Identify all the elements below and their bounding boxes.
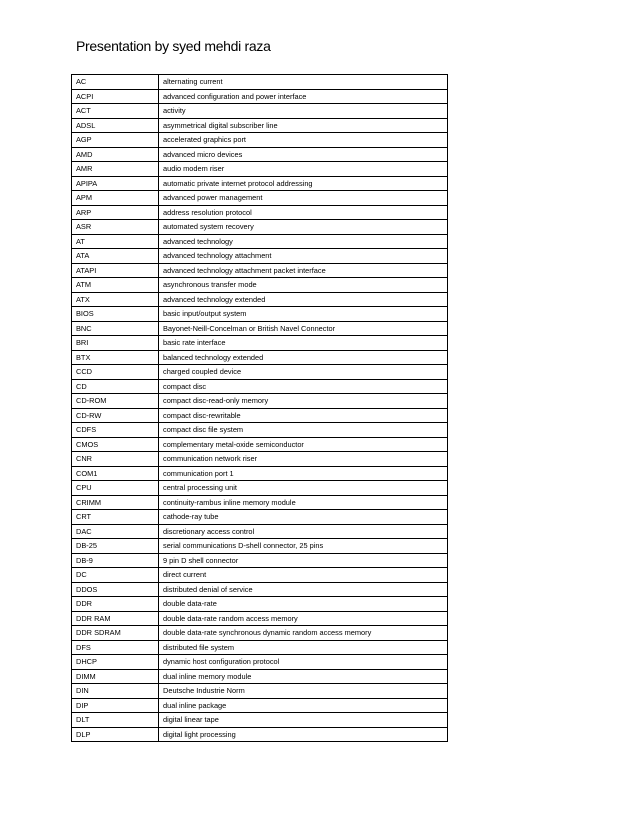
meaning-cell: digital linear tape bbox=[159, 713, 448, 728]
abbreviation-cell: BIOS bbox=[72, 307, 159, 322]
table-row bbox=[72, 75, 448, 90]
abbreviation-cell: BNC bbox=[72, 321, 159, 336]
table-row bbox=[72, 481, 448, 496]
abbreviation-cell: DB-9 bbox=[72, 553, 159, 568]
table-row bbox=[72, 611, 448, 626]
abbreviation-cell: DIMM bbox=[72, 669, 159, 684]
meaning-cell: accelerated graphics port bbox=[159, 133, 448, 148]
abbreviation-cell: DDOS bbox=[72, 582, 159, 597]
table-row bbox=[72, 727, 448, 742]
abbreviation-cell: CD bbox=[72, 379, 159, 394]
meaning-cell: 9 pin D shell connector bbox=[159, 553, 448, 568]
meaning-cell: Deutsche Industrie Norm bbox=[159, 684, 448, 699]
meaning-cell: address resolution protocol bbox=[159, 205, 448, 220]
table-row bbox=[72, 524, 448, 539]
table-row bbox=[72, 437, 448, 452]
table-row bbox=[72, 336, 448, 351]
table-row bbox=[72, 597, 448, 612]
abbreviation-cell: ASR bbox=[72, 220, 159, 235]
meaning-cell: balanced technology extended bbox=[159, 350, 448, 365]
meaning-cell: double data-rate synchronous dynamic random access memory bbox=[159, 626, 448, 641]
meaning-cell: direct current bbox=[159, 568, 448, 583]
abbreviation-cell: CMOS bbox=[72, 437, 159, 452]
table-row bbox=[72, 640, 448, 655]
abbreviation-cell: DIN bbox=[72, 684, 159, 699]
abbreviation-cell: DIP bbox=[72, 698, 159, 713]
abbreviation-cell: DC bbox=[72, 568, 159, 583]
meaning-cell: audio modem riser bbox=[159, 162, 448, 177]
meaning-cell: compact disc-rewritable bbox=[159, 408, 448, 423]
abbreviation-cell: ACT bbox=[72, 104, 159, 119]
meaning-cell: communication port 1 bbox=[159, 466, 448, 481]
table-row bbox=[72, 89, 448, 104]
abbreviation-cell: DHCP bbox=[72, 655, 159, 670]
abbreviation-cell: CPU bbox=[72, 481, 159, 496]
meaning-cell: digital light processing bbox=[159, 727, 448, 742]
meaning-cell: advanced technology attachment packet interface bbox=[159, 263, 448, 278]
meaning-cell: advanced technology extended bbox=[159, 292, 448, 307]
table-row bbox=[72, 176, 448, 191]
table-row bbox=[72, 553, 448, 568]
abbreviation-cell: CRIMM bbox=[72, 495, 159, 510]
table-row bbox=[72, 568, 448, 583]
abbreviation-cell: DLP bbox=[72, 727, 159, 742]
meaning-cell: double data-rate random access memory bbox=[159, 611, 448, 626]
abbreviation-cell: ATM bbox=[72, 278, 159, 293]
abbreviation-cell: CCD bbox=[72, 365, 159, 380]
meaning-cell: serial communications D-shell connector, 25 pins bbox=[159, 539, 448, 554]
meaning-cell: dual inline package bbox=[159, 698, 448, 713]
abbreviation-cell: BTX bbox=[72, 350, 159, 365]
abbreviation-cell: AMD bbox=[72, 147, 159, 162]
table-row bbox=[72, 669, 448, 684]
abbreviation-cell: ATX bbox=[72, 292, 159, 307]
table-row bbox=[72, 539, 448, 554]
table-row bbox=[72, 147, 448, 162]
table-row bbox=[72, 162, 448, 177]
meaning-cell: complementary metal-oxide semiconductor bbox=[159, 437, 448, 452]
abbreviation-cell: APM bbox=[72, 191, 159, 206]
table-row bbox=[72, 307, 448, 322]
meaning-cell: automatic private internet protocol addressing bbox=[159, 176, 448, 191]
table-row bbox=[72, 408, 448, 423]
table-row bbox=[72, 713, 448, 728]
table-row bbox=[72, 452, 448, 467]
abbreviation-cell: COM1 bbox=[72, 466, 159, 481]
abbreviation-table-body bbox=[72, 75, 448, 742]
page-title: Presentation by syed mehdi raza bbox=[76, 38, 271, 54]
abbreviation-cell: BRI bbox=[72, 336, 159, 351]
abbreviation-cell: ADSL bbox=[72, 118, 159, 133]
abbreviation-cell: AGP bbox=[72, 133, 159, 148]
abbreviation-cell: CD-ROM bbox=[72, 394, 159, 409]
abbreviation-cell: DB-25 bbox=[72, 539, 159, 554]
meaning-cell: activity bbox=[159, 104, 448, 119]
meaning-cell: cathode-ray tube bbox=[159, 510, 448, 525]
meaning-cell: continuity-rambus inline memory module bbox=[159, 495, 448, 510]
abbreviation-cell: APIPA bbox=[72, 176, 159, 191]
meaning-cell: compact disc bbox=[159, 379, 448, 394]
table-row bbox=[72, 249, 448, 264]
table-row bbox=[72, 133, 448, 148]
meaning-cell: advanced micro devices bbox=[159, 147, 448, 162]
table-row bbox=[72, 205, 448, 220]
meaning-cell: advanced configuration and power interface bbox=[159, 89, 448, 104]
meaning-cell: communication network riser bbox=[159, 452, 448, 467]
abbreviation-cell: ATA bbox=[72, 249, 159, 264]
meaning-cell: automated system recovery bbox=[159, 220, 448, 235]
table-row bbox=[72, 220, 448, 235]
table-row bbox=[72, 350, 448, 365]
meaning-cell: Bayonet-Neill-Concelman or British Navel Connector bbox=[159, 321, 448, 336]
table-row bbox=[72, 626, 448, 641]
meaning-cell: advanced technology bbox=[159, 234, 448, 249]
meaning-cell: double data-rate bbox=[159, 597, 448, 612]
table-row bbox=[72, 321, 448, 336]
table-row bbox=[72, 394, 448, 409]
abbreviation-cell: DLT bbox=[72, 713, 159, 728]
abbreviation-cell: DDR bbox=[72, 597, 159, 612]
meaning-cell: dynamic host configuration protocol bbox=[159, 655, 448, 670]
abbreviation-cell: ATAPI bbox=[72, 263, 159, 278]
table-row bbox=[72, 278, 448, 293]
table-row bbox=[72, 684, 448, 699]
abbreviation-cell: AC bbox=[72, 75, 159, 90]
abbreviation-table bbox=[71, 74, 448, 742]
abbreviation-cell: DDR RAM bbox=[72, 611, 159, 626]
meaning-cell: advanced technology attachment bbox=[159, 249, 448, 264]
abbreviation-cell: DDR SDRAM bbox=[72, 626, 159, 641]
table-row bbox=[72, 292, 448, 307]
meaning-cell: basic input/output system bbox=[159, 307, 448, 322]
abbreviation-cell: DFS bbox=[72, 640, 159, 655]
table-row bbox=[72, 263, 448, 278]
meaning-cell: discretionary access control bbox=[159, 524, 448, 539]
table-row bbox=[72, 234, 448, 249]
table-row bbox=[72, 495, 448, 510]
abbreviation-cell: CDFS bbox=[72, 423, 159, 438]
table-row bbox=[72, 698, 448, 713]
meaning-cell: central processing unit bbox=[159, 481, 448, 496]
table-row bbox=[72, 423, 448, 438]
table-row bbox=[72, 582, 448, 597]
meaning-cell: alternating current bbox=[159, 75, 448, 90]
meaning-cell: compact disc file system bbox=[159, 423, 448, 438]
meaning-cell: basic rate interface bbox=[159, 336, 448, 351]
meaning-cell: advanced power management bbox=[159, 191, 448, 206]
abbreviation-cell: AT bbox=[72, 234, 159, 249]
table-row bbox=[72, 379, 448, 394]
abbreviation-cell: CRT bbox=[72, 510, 159, 525]
table-row bbox=[72, 655, 448, 670]
abbreviation-cell: CNR bbox=[72, 452, 159, 467]
meaning-cell: asynchronous transfer mode bbox=[159, 278, 448, 293]
table-row bbox=[72, 365, 448, 380]
table-row bbox=[72, 104, 448, 119]
table-row bbox=[72, 466, 448, 481]
abbreviation-cell: DAC bbox=[72, 524, 159, 539]
abbreviation-cell: ARP bbox=[72, 205, 159, 220]
abbreviation-cell: CD-RW bbox=[72, 408, 159, 423]
meaning-cell: distributed denial of service bbox=[159, 582, 448, 597]
meaning-cell: charged coupled device bbox=[159, 365, 448, 380]
meaning-cell: asymmetrical digital subscriber line bbox=[159, 118, 448, 133]
table-row bbox=[72, 118, 448, 133]
table-row bbox=[72, 191, 448, 206]
table-row bbox=[72, 510, 448, 525]
abbreviation-cell: ACPI bbox=[72, 89, 159, 104]
meaning-cell: distributed file system bbox=[159, 640, 448, 655]
abbreviation-cell: AMR bbox=[72, 162, 159, 177]
meaning-cell: dual inline memory module bbox=[159, 669, 448, 684]
meaning-cell: compact disc-read-only memory bbox=[159, 394, 448, 409]
